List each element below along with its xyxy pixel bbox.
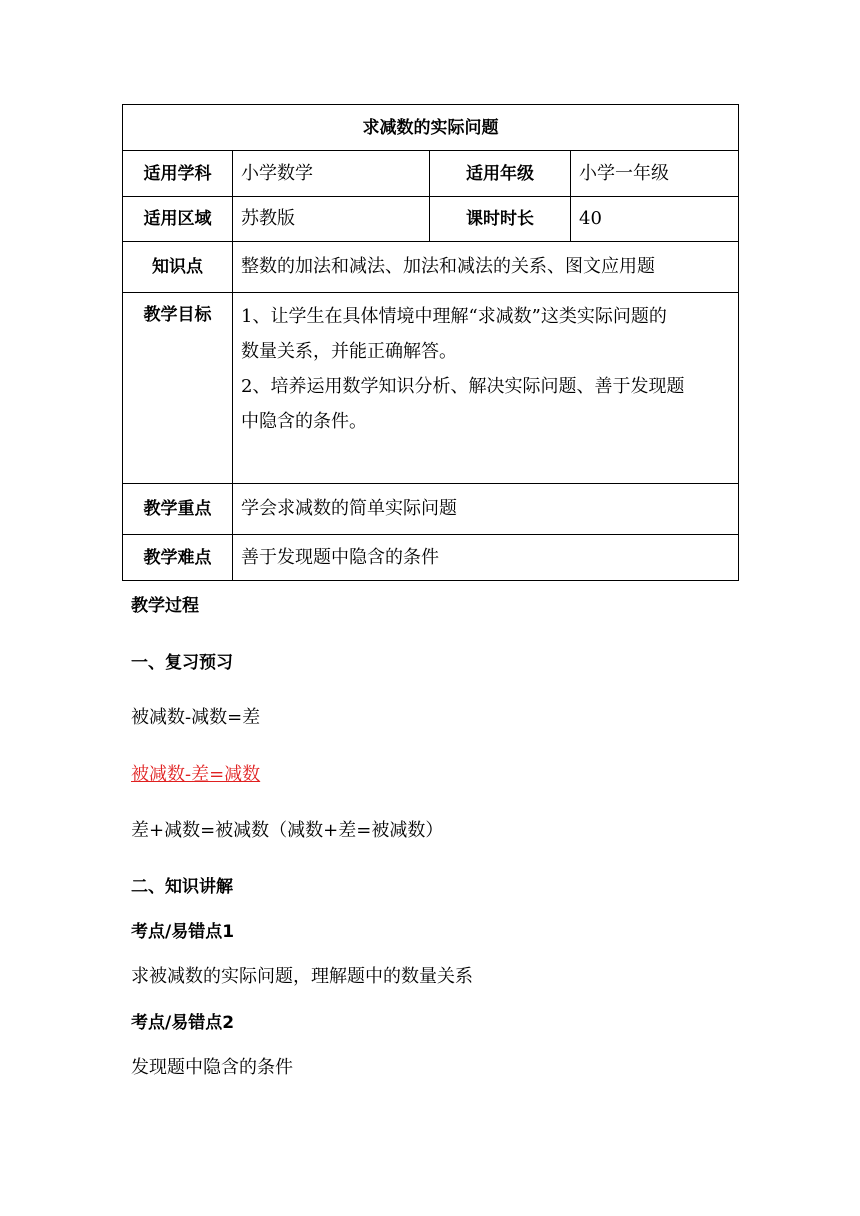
difficulty-row — [123, 535, 739, 581]
point-2-text: 发现题中隐含的条件 — [131, 1057, 293, 1078]
explain-heading: 二、知识讲解 — [131, 877, 233, 897]
goal-2 — [241, 369, 732, 439]
goals-content — [233, 293, 739, 484]
point-2-heading: 考点/易错点2 — [131, 1013, 235, 1033]
goal-2-line-2: 中隐含的条件。 — [241, 411, 367, 432]
subject-label: 适用学科 — [123, 151, 233, 197]
region-value: 苏教版 — [233, 197, 430, 242]
key-point-label: 教学重点 — [123, 484, 233, 535]
formula-3: 差+减数=被减数（减数+差=被减数） — [131, 820, 444, 841]
duration-value: 40 — [571, 197, 739, 242]
formula-2-highlighted: 被减数-差=减数 — [131, 764, 261, 785]
region-row — [123, 197, 739, 242]
grade-label: 适用年级 — [430, 151, 571, 197]
difficulty-label: 教学难点 — [123, 535, 233, 581]
process-heading: 教学过程 — [131, 596, 199, 616]
title-row — [123, 105, 739, 151]
difficulty-value: 善于发现题中隐含的条件 — [233, 535, 739, 581]
goal-1-line-2: 数量关系，并能正确解答。 — [241, 341, 457, 362]
subject-value: 小学数学 — [233, 151, 430, 197]
duration-label: 课时时长 — [430, 197, 571, 242]
knowledge-label: 知识点 — [123, 242, 233, 293]
goals-row — [123, 293, 739, 484]
goal-2-line-1: 2、培养运用数学知识分析、解决实际问题、善于发现题 — [241, 376, 685, 397]
goal-1 — [241, 299, 732, 369]
knowledge-value: 整数的加法和减法、加法和减法的关系、图文应用题 — [233, 242, 739, 293]
goals-label: 教学目标 — [123, 293, 233, 484]
subject-row — [123, 151, 739, 197]
region-label: 适用区域 — [123, 197, 233, 242]
goal-1-line-1: 1、让学生在具体情境中理解“求减数”这类实际问题的 — [241, 306, 667, 327]
point-1-text: 求被减数的实际问题，理解题中的数量关系 — [131, 966, 473, 987]
key-point-row — [123, 484, 739, 535]
key-point-value: 学会求减数的简单实际问题 — [233, 484, 739, 535]
knowledge-row — [123, 242, 739, 293]
review-heading: 一、复习预习 — [131, 653, 233, 673]
point-1-heading: 考点/易错点1 — [131, 922, 235, 942]
formula-1: 被减数-减数=差 — [131, 707, 261, 728]
lesson-info-table — [122, 104, 739, 581]
lesson-title: 求减数的实际问题 — [123, 105, 739, 151]
grade-value: 小学一年级 — [571, 151, 739, 197]
